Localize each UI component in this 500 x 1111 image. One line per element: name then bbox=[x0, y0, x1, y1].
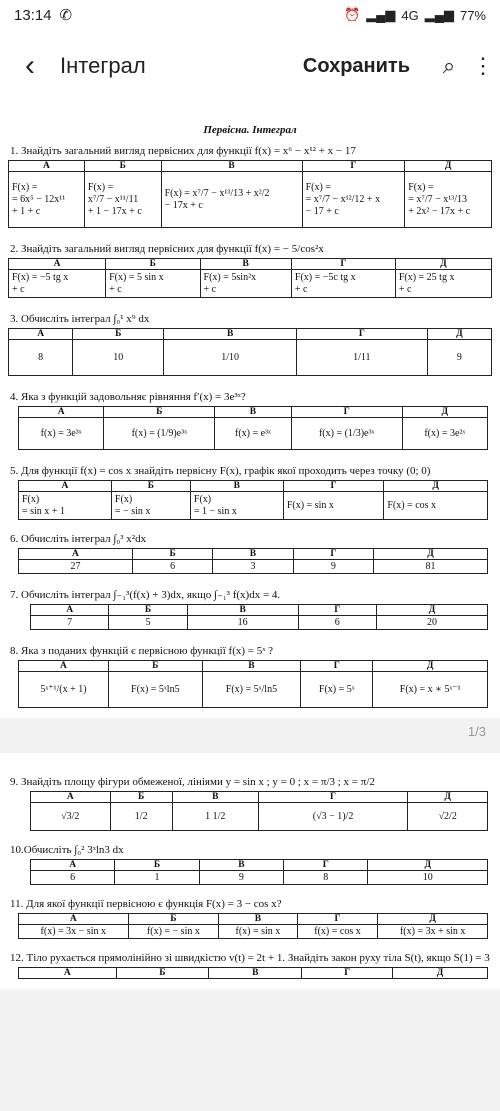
answer-cell: F(x) = = x⁷/7 − x¹³/13 + 2x² − 17x + c bbox=[405, 172, 492, 228]
answer-cell: F(x) = x ∗ 5ˣ⁻¹ bbox=[373, 672, 488, 708]
header-v: В bbox=[219, 914, 297, 925]
header-v: В bbox=[202, 661, 300, 672]
header-g: Г bbox=[302, 968, 393, 979]
answer-cell: f(x) = 3e²ˣ bbox=[402, 418, 487, 450]
header-g: Г bbox=[284, 860, 368, 871]
answer-cell: 1/10 bbox=[164, 340, 297, 376]
more-options-icon[interactable]: ⋮ bbox=[472, 53, 494, 78]
header-a: А bbox=[19, 481, 112, 492]
header-a: А bbox=[9, 259, 106, 270]
answer-cell: 1/2 bbox=[110, 803, 172, 831]
answers-table-4 bbox=[18, 406, 488, 450]
header-b: Б bbox=[115, 860, 199, 871]
header-v: В bbox=[199, 860, 283, 871]
signal-icon: ▂▄▆ bbox=[366, 7, 396, 22]
answer-cell: (√3 − 1)/2 bbox=[258, 803, 408, 831]
answer-cell: 9 bbox=[293, 560, 373, 574]
document-page-2 bbox=[0, 753, 500, 989]
answer-cell: F(x) = 5 sin x + c bbox=[106, 270, 200, 298]
answer-cell: √2/2 bbox=[408, 803, 488, 831]
signal-icon-2: ▂▄▆ bbox=[424, 7, 454, 22]
header-v: В bbox=[209, 968, 302, 979]
answers-table-12 bbox=[18, 967, 488, 979]
header-a: А bbox=[19, 549, 133, 560]
answer-cell: √3/2 bbox=[31, 803, 111, 831]
answer-cell: 8 bbox=[284, 871, 368, 885]
answer-cell: F(x) = 1 − sin x bbox=[190, 492, 283, 520]
header-d: Д bbox=[427, 329, 491, 340]
answer-cell: 8 bbox=[9, 340, 73, 376]
answers-table-8 bbox=[18, 660, 488, 708]
answers-table-6 bbox=[18, 548, 488, 574]
header-g: Г bbox=[302, 161, 405, 172]
answer-cell: f(x) = − sin x bbox=[128, 925, 219, 939]
answer-cell: f(x) = 3e³ˣ bbox=[19, 418, 104, 450]
answer-cell: f(x) = e³ˣ bbox=[215, 418, 291, 450]
header-b: Б bbox=[73, 329, 164, 340]
document-viewer[interactable] bbox=[0, 102, 500, 1111]
question-12: 12. Тіло рухається прямолінійно зі швидкістю v(t) = 2t + 1. Знайдіть закон руху тіла S(t), якщо S(1) = 3 bbox=[10, 952, 490, 964]
app-bar bbox=[0, 30, 500, 102]
alarm-icon: ⏰ bbox=[344, 7, 361, 22]
header-g: Г bbox=[297, 914, 378, 925]
header-g: Г bbox=[258, 792, 408, 803]
save-button[interactable]: Сохранить bbox=[302, 54, 410, 77]
header-b: Б bbox=[106, 259, 200, 270]
document-title: Інтеграл bbox=[60, 53, 146, 78]
header-a: А bbox=[9, 329, 73, 340]
header-v: В bbox=[164, 329, 297, 340]
answer-cell: F(x) = 5ˣln5 bbox=[108, 672, 202, 708]
answer-cell: 1 bbox=[115, 871, 199, 885]
answer-cell: 9 bbox=[427, 340, 491, 376]
question-5: 5. Для функції f(x) = cos x знайдіть первісну F(x), графік якої проходить через точку (0; 0) bbox=[10, 465, 431, 477]
header-d: Д bbox=[373, 661, 488, 672]
back-arrow-icon[interactable]: ‹ bbox=[25, 49, 35, 82]
question-9: 9. Знайдіть площу фігури обмеженої, лініями y = sin x ; y = 0 ; x = π/3 ; x = π/2 bbox=[10, 776, 375, 788]
answer-cell: F(x) = = 6x⁵ − 12x¹¹ + 1 + c bbox=[9, 172, 85, 228]
answer-cell: 7 bbox=[31, 616, 109, 630]
answer-cell: F(x) = 5sin²x + c bbox=[200, 270, 291, 298]
answer-cell: F(x) = = x⁷/7 − x¹²/12 + x − 17 + c bbox=[302, 172, 405, 228]
header-d: Д bbox=[384, 481, 488, 492]
answers-table-5 bbox=[18, 480, 488, 520]
answer-cell: 10 bbox=[73, 340, 164, 376]
answer-cell: 6 bbox=[132, 560, 212, 574]
question-2: 2. Знайдіть загальний вигляд первісних для функції f(x) = − 5/cos²x bbox=[10, 243, 324, 255]
status-bar bbox=[0, 0, 500, 30]
header-b: Б bbox=[132, 549, 212, 560]
answer-cell: f(x) = (1/3)e³ˣ bbox=[291, 418, 402, 450]
header-v: В bbox=[215, 407, 291, 418]
answer-cell: F(x) = −5c tg x + c bbox=[291, 270, 395, 298]
answer-cell: F(x) = 5ˣ bbox=[301, 672, 373, 708]
answer-cell: F(x) = − sin x bbox=[111, 492, 190, 520]
question-7: 7. Обчисліть інтеграл ∫₋₁³(f(x) + 3)dx, якщо ∫₋₁³ f(x)dx = 4. bbox=[10, 589, 281, 601]
answers-table-7 bbox=[30, 604, 488, 630]
header-a: А bbox=[31, 860, 115, 871]
header-g: Г bbox=[291, 407, 402, 418]
header-b: Б bbox=[108, 661, 202, 672]
header-d: Д bbox=[368, 860, 488, 871]
answer-cell: F(x) = sin x bbox=[283, 492, 384, 520]
header-b: Б bbox=[104, 407, 215, 418]
battery-level: 77% bbox=[459, 7, 486, 23]
header-a: А bbox=[31, 792, 111, 803]
search-icon[interactable]: ⌕ bbox=[442, 53, 456, 78]
answer-cell: f(x) = sin x bbox=[219, 925, 297, 939]
answer-cell: 10 bbox=[368, 871, 488, 885]
question-1: 1. Знайдіть загальний вигляд первісних для функції f(x) = x⁶ − x¹² + x − 17 bbox=[10, 145, 356, 157]
document-page-1 bbox=[0, 102, 500, 718]
network-type: 4G bbox=[401, 7, 419, 23]
header-a: А bbox=[9, 161, 85, 172]
header-d: Д bbox=[376, 605, 487, 616]
answer-cell: F(x) = sin x + 1 bbox=[19, 492, 112, 520]
header-b: Б bbox=[128, 914, 219, 925]
answer-cell: 81 bbox=[374, 560, 488, 574]
answer-cell: 20 bbox=[376, 616, 487, 630]
answer-cell: f(x) = 3x − sin x bbox=[19, 925, 129, 939]
header-g: Г bbox=[301, 661, 373, 672]
header-d: Д bbox=[395, 259, 491, 270]
header-v: В bbox=[172, 792, 258, 803]
header-b: Б bbox=[109, 605, 187, 616]
answer-cell: 1/11 bbox=[296, 340, 427, 376]
header-b: Б bbox=[84, 161, 161, 172]
header-d: Д bbox=[374, 549, 488, 560]
answer-cell: 27 bbox=[19, 560, 133, 574]
answer-cell: f(x) = 3x + sin x bbox=[378, 925, 488, 939]
header-b: Б bbox=[111, 481, 190, 492]
question-10: 10.Обчисліть ∫₀² 3ˣln3 dx bbox=[10, 844, 124, 856]
answers-table-9 bbox=[30, 791, 488, 831]
answer-cell: F(x) = 5ˣ/ln5 bbox=[202, 672, 300, 708]
header-a: А bbox=[19, 407, 104, 418]
answer-cell: 6 bbox=[298, 616, 376, 630]
answer-cell: 9 bbox=[199, 871, 283, 885]
header-v: В bbox=[190, 481, 283, 492]
header-g: Г bbox=[283, 481, 384, 492]
question-3: 3. Обчисліть інтеграл ∫₀¹ x⁹ dx bbox=[10, 313, 150, 325]
header-v: В bbox=[213, 549, 293, 560]
answer-cell: F(x) = 25 tg x + c bbox=[395, 270, 491, 298]
answer-cell: F(x) = x⁷/7 − x¹¹/11 + 1 − 17x + c bbox=[84, 172, 161, 228]
answer-cell: 5ˣ⁺¹/(x + 1) bbox=[19, 672, 109, 708]
viber-icon: ✆ bbox=[59, 7, 73, 24]
header-g: Г bbox=[291, 259, 395, 270]
header-v: В bbox=[187, 605, 298, 616]
header-g: Г bbox=[298, 605, 376, 616]
question-6: 6. Обчисліть інтеграл ∫₀³ x²dx bbox=[10, 533, 147, 545]
answer-cell: 16 bbox=[187, 616, 298, 630]
answer-cell: f(x) = (1/9)e³ˣ bbox=[104, 418, 215, 450]
answer-cell: 3 bbox=[213, 560, 293, 574]
answer-cell: 5 bbox=[109, 616, 187, 630]
header-v: В bbox=[161, 161, 302, 172]
page-indicator: 1/3 bbox=[0, 718, 500, 743]
answer-cell: F(x) = −5 tg x + c bbox=[9, 270, 106, 298]
question-8: 8. Яка з поданих функцій є первісною функції f(x) = 5ˣ ? bbox=[10, 645, 274, 657]
header-d: Д bbox=[378, 914, 488, 925]
header-d: Д bbox=[408, 792, 488, 803]
doc-heading: Первісна. Інтеграл bbox=[203, 124, 297, 136]
header-g: Г bbox=[293, 549, 373, 560]
header-v: В bbox=[200, 259, 291, 270]
header-g: Г bbox=[296, 329, 427, 340]
header-a: А bbox=[19, 968, 117, 979]
header-b: Б bbox=[116, 968, 209, 979]
header-d: Д bbox=[405, 161, 492, 172]
clock: 13:14 bbox=[14, 6, 52, 24]
question-4: 4. Яка з функцій задовольняє рівняння f′(x) = 3e³ˣ? bbox=[10, 391, 246, 403]
answers-table-11 bbox=[18, 913, 488, 939]
question-11: 11. Для якої функції первісною є функція F(x) = 3 − cos x? bbox=[10, 898, 282, 910]
answer-cell: 6 bbox=[31, 871, 115, 885]
header-a: А bbox=[31, 605, 109, 616]
answers-table-3 bbox=[8, 328, 492, 376]
header-a: А bbox=[19, 914, 129, 925]
answers-table-2 bbox=[8, 258, 492, 298]
answers-table-1 bbox=[8, 160, 492, 228]
header-b: Б bbox=[110, 792, 172, 803]
answer-cell: 1 1/2 bbox=[172, 803, 258, 831]
answer-cell: F(x) = x⁷/7 − x¹³/13 + x²/2 − 17x + c bbox=[161, 172, 302, 228]
answers-table-10 bbox=[30, 859, 488, 885]
answer-cell: f(x) = cos x bbox=[297, 925, 378, 939]
header-a: А bbox=[19, 661, 109, 672]
header-d: Д bbox=[393, 968, 488, 979]
answer-cell: F(x) = cos x bbox=[384, 492, 488, 520]
header-d: Д bbox=[402, 407, 487, 418]
